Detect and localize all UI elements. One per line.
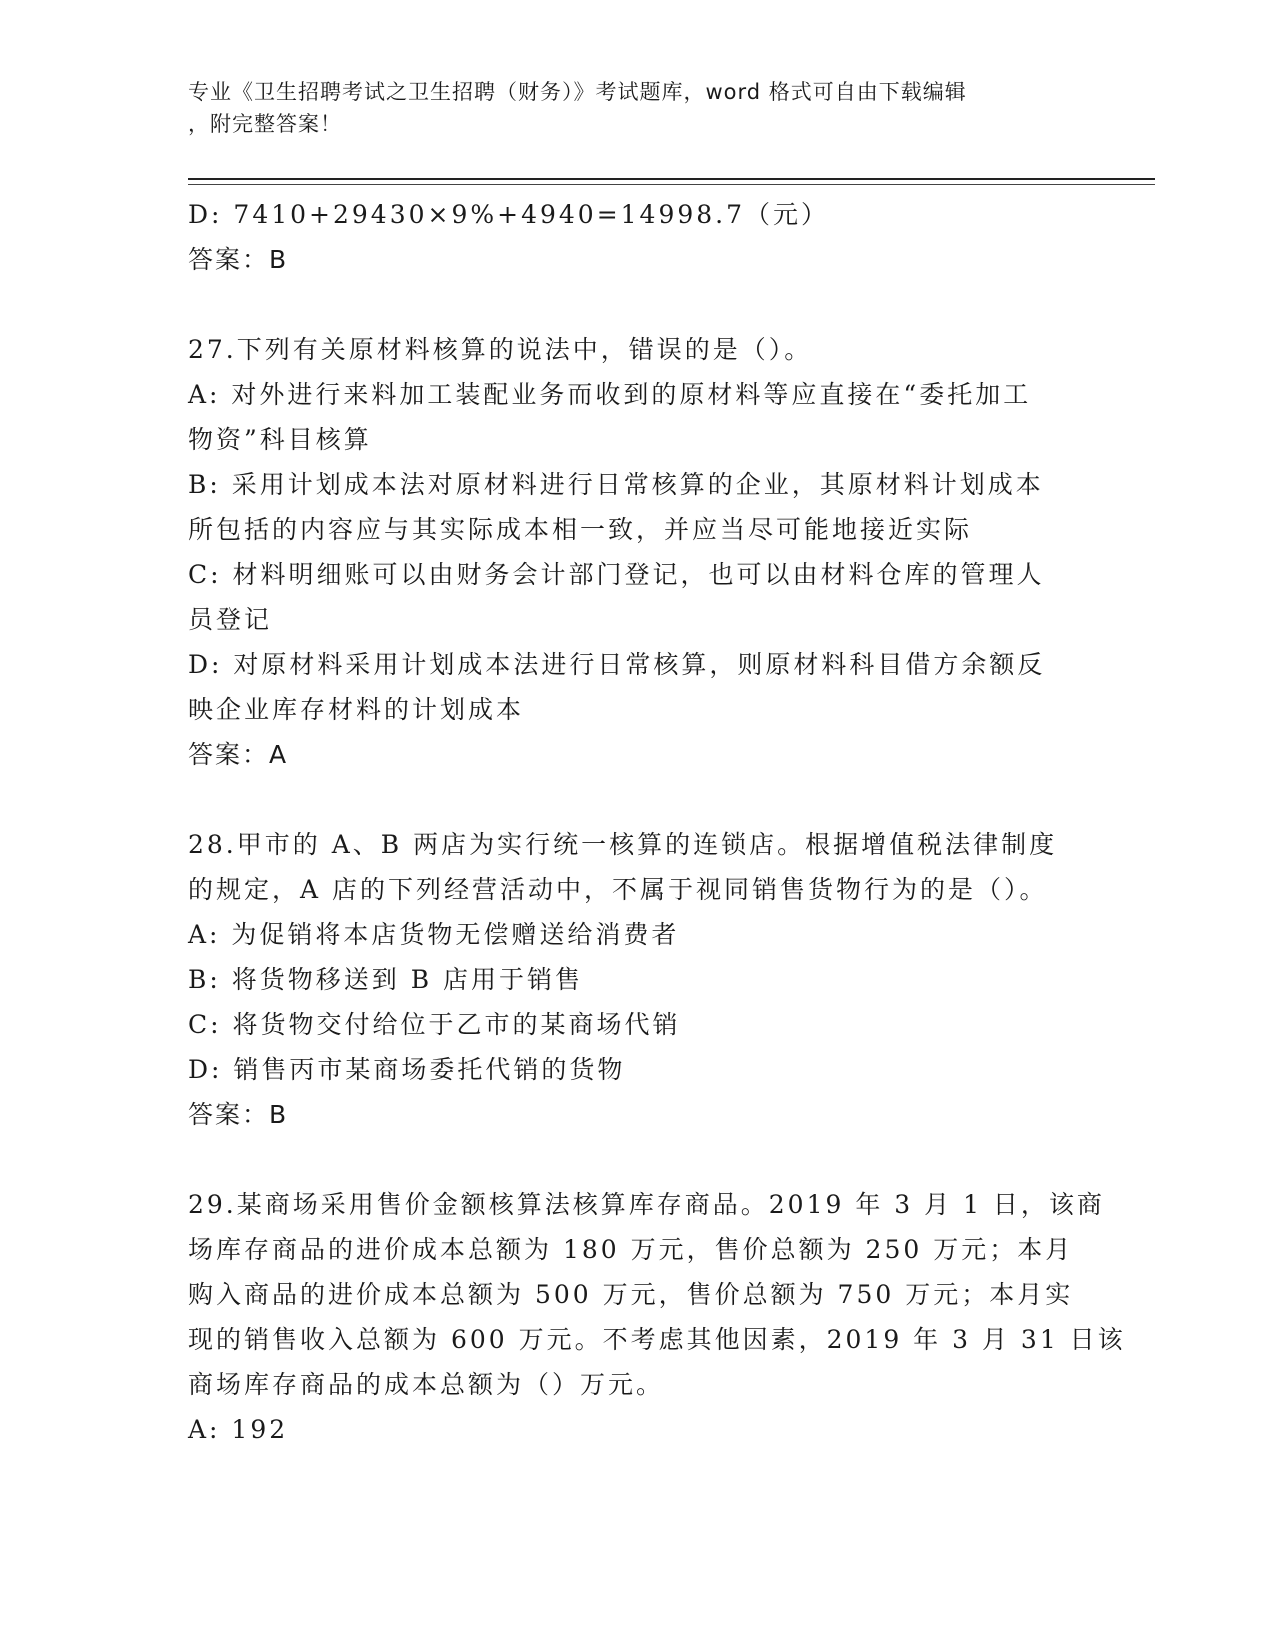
- option-b: B: 采用计划成本法对原材料进行日常核算的企业，其原材料计划成本: [188, 470, 1044, 499]
- question-stem-cont: 场库存商品的进价成本总额为 180 万元，售价总额为 250 万元；本月: [188, 1235, 1074, 1264]
- option-a: A: 对外进行来料加工装配业务而收到的原材料等应直接在“委托加工: [188, 380, 1032, 409]
- option-d: D: 销售丙市某商场委托代销的货物: [188, 1055, 626, 1084]
- question-stem: 27.下列有关原材料核算的说法中，错误的是（）。: [188, 335, 813, 364]
- question-27: [188, 327, 1088, 777]
- previous-question-tail: [188, 192, 1088, 282]
- option-a-cont: 物资”科目核算: [188, 425, 372, 454]
- question-content: [188, 192, 1126, 1452]
- option-d: D: 7410+29430×9%+4940=14998.7（元）: [188, 200, 830, 229]
- header-line: 专业《卫生招聘考试之卫生招聘（财务）》考试题库，word 格式可自由下载编辑: [188, 80, 967, 104]
- answer: 答案：B: [188, 245, 289, 274]
- page-header: [188, 76, 1088, 140]
- spacer: [188, 777, 1088, 822]
- option-c: C: 材料明细账可以由财务会计部门登记，也可以由材料仓库的管理人: [188, 560, 1045, 589]
- spacer: [188, 1137, 1088, 1182]
- answer: 答案：A: [188, 740, 289, 769]
- option-c-cont: 员登记: [188, 605, 273, 634]
- header-divider-thin: [188, 184, 1155, 185]
- question-stem-cont: 现的销售收入总额为 600 万元。不考虑其他因素，2019 年 3 月 31 日该: [188, 1325, 1126, 1354]
- question-stem: 29.某商场采用售价金额核算法核算库存商品。2019 年 3 月 1 日，该商: [188, 1190, 1105, 1219]
- option-a: A: 192: [188, 1415, 289, 1444]
- question-stem-cont: 的规定，A 店的下列经营活动中，不属于视同销售货物行为的是（）。: [188, 875, 1048, 904]
- question-stem-cont: 商场库存商品的成本总额为（）万元。: [188, 1370, 665, 1399]
- option-c: C: 将货物交付给位于乙市的某商场代销: [188, 1010, 681, 1039]
- question-stem-cont: 购入商品的进价成本总额为 500 万元，售价总额为 750 万元；本月实: [188, 1280, 1074, 1309]
- question-29: [188, 1182, 1126, 1452]
- option-d-cont: 映企业库存材料的计划成本: [188, 695, 525, 724]
- option-b-cont: 所包括的内容应与其实际成本相一致，并应当尽可能地接近实际: [188, 515, 973, 544]
- option-d: D: 对原材料采用计划成本法进行日常核算，则原材料科目借方余额反: [188, 650, 1046, 679]
- question-28: [188, 822, 1088, 1137]
- header-line: ，附完整答案！: [188, 112, 342, 136]
- header-divider: [188, 178, 1155, 180]
- option-b: B: 将货物移送到 B 店用于销售: [188, 965, 584, 994]
- question-stem: 28.甲市的 A、B 两店为实行统一核算的连锁店。根据增值税法律制度: [188, 830, 1058, 859]
- spacer: [188, 282, 1088, 327]
- option-a: A: 为促销将本店货物无偿赠送给消费者: [188, 920, 680, 949]
- answer: 答案：B: [188, 1100, 289, 1129]
